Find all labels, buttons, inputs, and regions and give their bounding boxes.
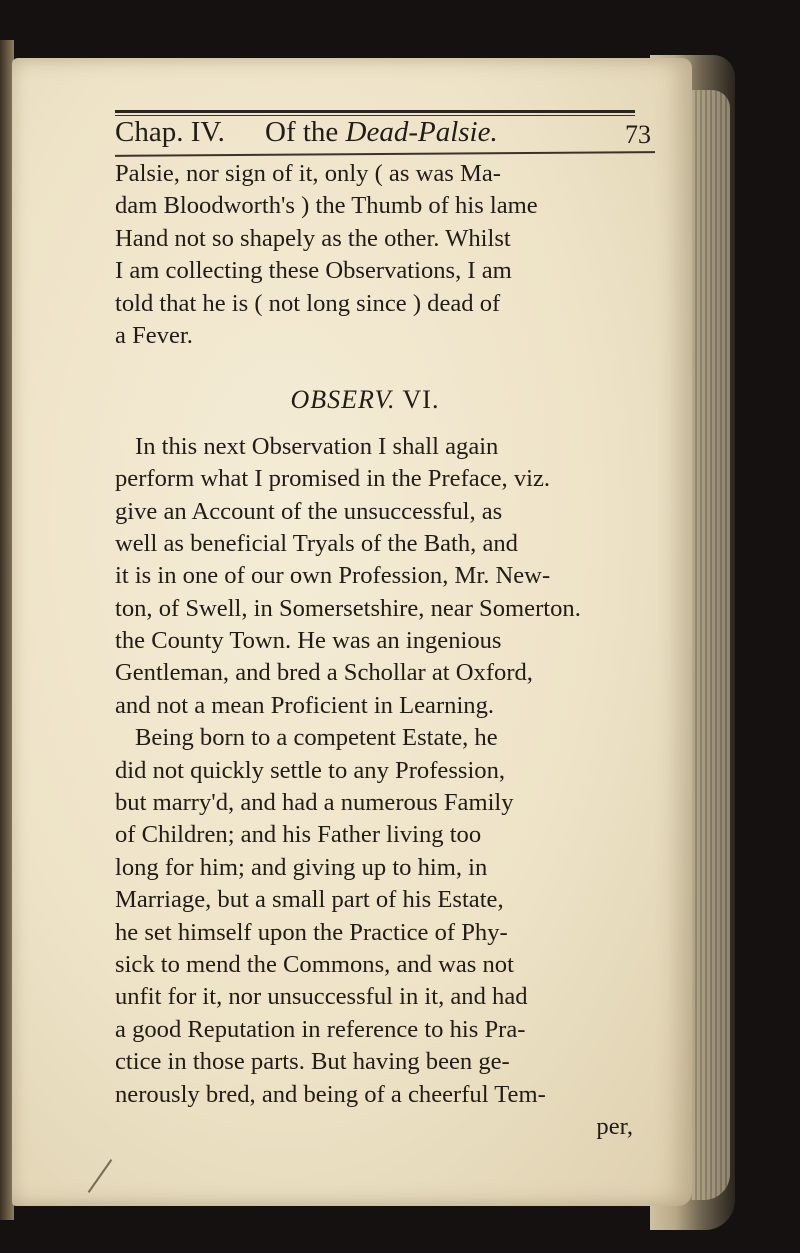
text-line: In this next Observation I shall again [135,432,499,460]
text-line: Gentleman, and bred a Schollar at Oxford, [115,659,533,687]
text-line: sick to mend the Commons, and was not [115,951,514,978]
text-line: perform what I promised in the Preface, viz. [115,465,551,493]
text-line: ton, of Swell, in Somersetshire, near Somerton. [115,594,581,622]
text-line: give an Account of the unsuccessful, as [115,497,503,525]
text-line: ctice in those parts. But having been ge- [115,1048,510,1076]
text-line: Marriage, but a small part of his Estate, [115,886,504,914]
observation-number: VI. [402,385,440,415]
header-rule-thick [115,110,635,113]
page-number: 73 [625,120,651,149]
text-line: I am collecting these Observations, I am [115,257,512,285]
catchword: per, [596,1112,633,1140]
text-line: told that he is ( not long since ) dead of [115,289,501,317]
running-header [115,116,660,156]
running-title-italic: Dead-Palsie. [345,116,498,148]
observation-heading [115,384,655,416]
text-line: dam Bloodworth's ) the Thumb of his lame [115,192,538,220]
text-line: but marry'd, and had a numerous Family [115,789,514,817]
text-line: a Fever. [115,321,193,349]
text-line: of Children; and his Father living too [115,821,482,849]
page-stack-edges [690,90,730,1200]
running-title [265,116,498,149]
text-line: Being born to a competent Estate, he [135,724,498,752]
text-line: he set himself upon the Practice of Phy- [115,918,508,946]
text-line: well as beneficial Tryals of the Bath, and [115,529,518,557]
text-line: a good Reputation in reference to his Pra- [115,1015,526,1043]
observation-label: OBSERV. [290,385,396,415]
text-line: the County Town. He was an ingenious [115,627,502,655]
text-line: it is in one of our own Profession, Mr. New- [115,562,551,590]
text-line: Palsie, nor sign of it, only ( as was Ma- [115,160,501,187]
text-line: Hand not so shapely as the other. Whilst [115,224,511,252]
text-line: long for him; and giving up to him, in [115,853,488,881]
page-body [115,158,655,1143]
chapter-label: Chap. IV. [115,116,225,148]
running-title-plain: Of the [265,116,346,148]
text-line: did not quickly settle to any Profession, [115,756,506,784]
text-line: nerously bred, and being of a cheerful Tem- [115,1080,546,1108]
text-line: unfit for it, nor unsuccessful in it, and had [115,983,528,1011]
text-line: and not a mean Proficient in Learning. [115,691,495,719]
